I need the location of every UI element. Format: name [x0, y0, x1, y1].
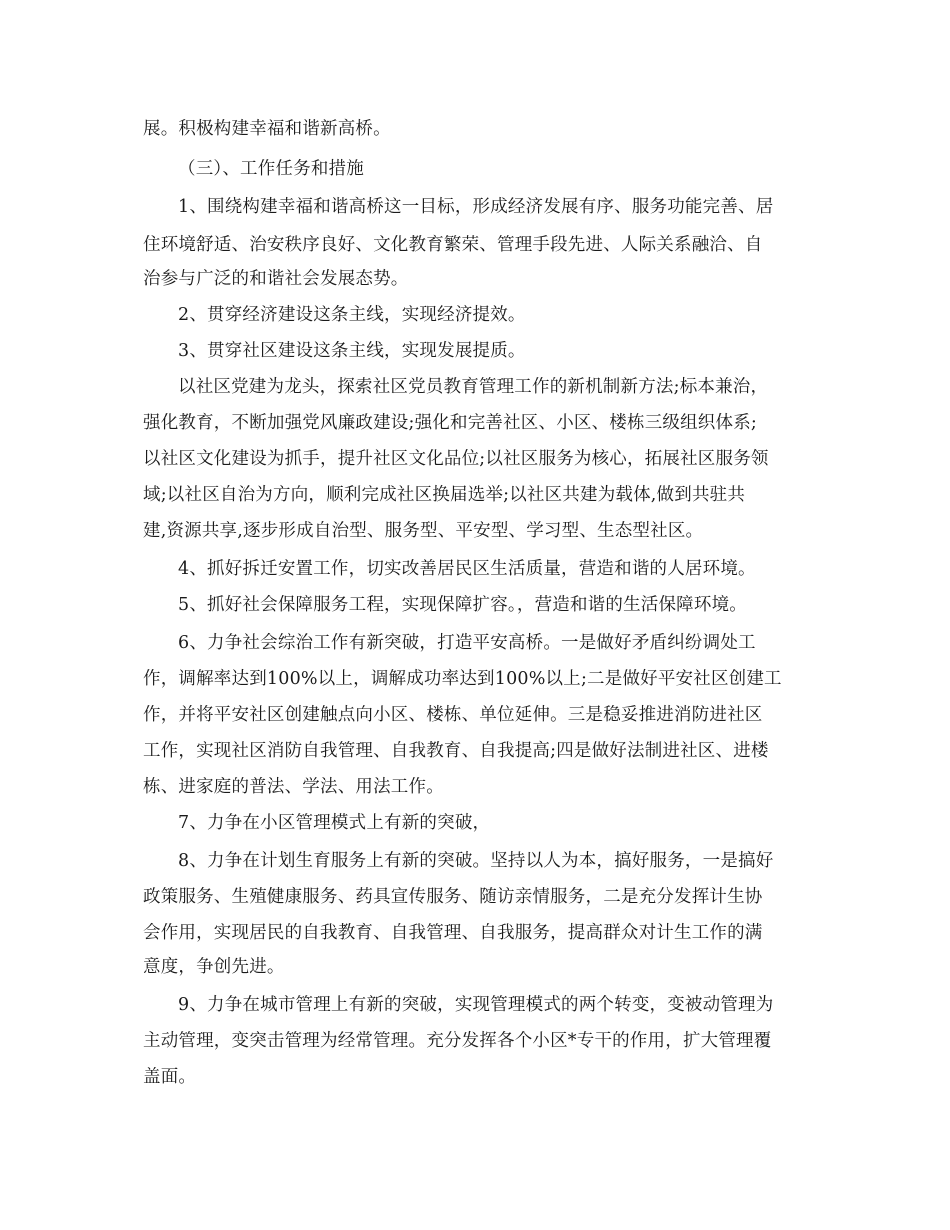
text-line: 建,资源共享,逐步形成自治型、服务型、平安型、学习型、生态型社区。: [143, 521, 704, 541]
text-line: 住环境舒适、治安秩序良好、文化教育繁荣、管理手段先进、人际关系融洽、自: [143, 235, 763, 255]
section-heading: （三）、工作任务和措施: [178, 159, 364, 179]
text-line: 6、力争社会综治工作有新突破，打造平安高桥。一是做好矛盾纠纷调处工: [178, 633, 756, 653]
text-line: 意度，争创先进。: [143, 957, 285, 977]
text-line: 展。积极构建幸福和谐新高桥。: [143, 119, 391, 139]
text-line: 强化教育，不断加强党风廉政建设;强化和完善社区、小区、楼栋三级组织体系;: [143, 413, 757, 433]
text-line: 会作用，实现居民的自我教育、自我管理、自我服务，提高群众对计生工作的满: [143, 923, 763, 943]
text-line: 以社区文化建设为抓手，提升社区文化品位;以社区服务为核心，拓展社区服务领: [143, 449, 769, 469]
text-line: 5、抓好社会保障服务工程，实现保障扩容。，营造和谐的生活保障环境。: [178, 595, 747, 615]
text-line: 3、贯穿社区建设这条主线，实现发展提质。: [178, 341, 526, 361]
text-line: 4、抓好拆迁安置工作，切实改善居民区生活质量，营造和谐的人居环境。: [178, 559, 756, 579]
text-line: 治参与广泛的和谐社会发展态势。: [143, 269, 409, 289]
text-line: 盖面。: [143, 1067, 197, 1087]
text-line: 作，并将平安社区创建触点向小区、楼栋、单位延伸。三是稳妥推进消防进社区: [143, 705, 763, 725]
text-line: 以社区党建为龙头，探索社区党员教育管理工作的新机制新方法;标本兼治，: [178, 377, 769, 397]
text-line: 主动管理，变突击管理为经常管理。充分发挥各个小区*专干的作用，扩大管理覆: [143, 1031, 772, 1051]
text-line: 作，调解率达到100%以上，调解成功率达到100%以上;二是做好平安社区创建工: [143, 669, 782, 689]
text-line: 9、力争在城市管理上有新的突破，实现管理模式的两个转变，变被动管理为: [178, 995, 774, 1015]
text-line: 8、力争在计划生育服务上有新的突破。坚持以人为本，搞好服务，一是搞好: [178, 851, 774, 871]
text-line: 栋、进家庭的普法、学法、用法工作。: [143, 777, 444, 797]
text-line: 1、围绕构建幸福和谐高桥这一目标，形成经济发展有序、服务功能完善、居: [178, 197, 774, 217]
text-line: 工作，实现社区消防自我管理、自我教育、自我提高;四是做好法制进社区、进楼: [143, 741, 769, 761]
text-line: 7、力争在小区管理模式上有新的突破，: [178, 813, 491, 833]
text-line: 2、贯穿经济建设这条主线，实现经济提效。: [178, 305, 526, 325]
text-line: 政策服务、生殖健康服务、药具宣传服务、随访亲情服务，二是充分发挥计生协: [143, 887, 763, 907]
text-line: 域;以社区自治为方向，顺利完成社区换届选举;以社区共建为载体,做到共驻共: [143, 485, 746, 505]
